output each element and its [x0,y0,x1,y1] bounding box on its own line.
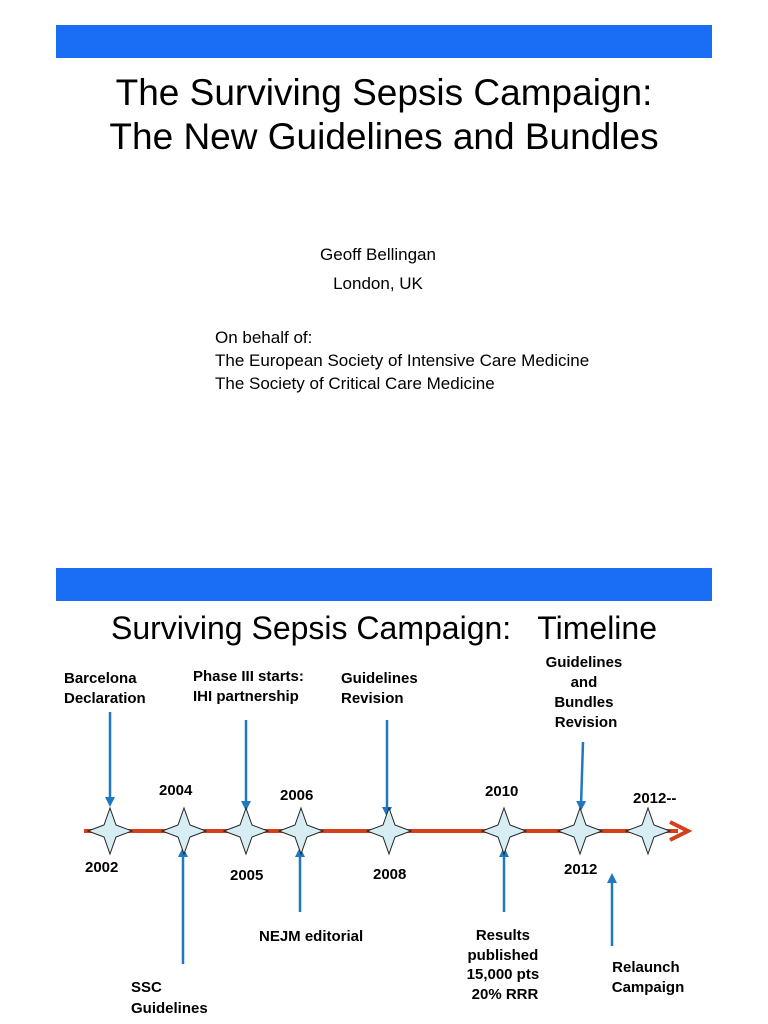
timeline-slide [0,560,768,1024]
behalf-line: The Society of Critical Care Medicine [215,374,495,393]
behalf-line: The European Society of Intensive Care Medicine [215,351,590,370]
event-label-phase3 [193,668,308,705]
event-label-line: published [467,947,539,964]
event-label-bundles-revision [546,654,627,731]
event-label-line: Declaration [64,690,146,707]
year-label: 2012-- [633,790,677,807]
slide-title: Surviving Sepsis Campaign: Timeline [110,610,657,646]
timeline-star-marker [88,808,132,854]
event-label-line: Revision [341,690,404,707]
event-label-line: Guidelines [341,670,418,687]
timeline-star-marker [367,808,411,854]
event-label-barcelona [64,670,146,707]
year-label: 2005 [230,867,264,884]
event-label-line: 15,000 pts [466,966,540,983]
year-label: 2006 [280,787,314,804]
event-label-ssc-guidelines [131,979,208,1017]
event-label-line: Phase III starts: [193,668,304,685]
event-label-line: NEJM editorial [259,928,364,945]
year-label: 2002 [85,859,119,876]
event-label-nejm [259,928,363,945]
author-location: London, UK [333,274,423,293]
event-label-line: Revision [554,714,618,731]
event-label-line: IHI partnership [193,688,299,705]
timeline-star-marker [626,808,670,854]
event-label-line: 20% RRR [471,986,539,1003]
title-line: The Surviving Sepsis Campaign: [115,72,653,113]
event-label-line: Guidelines [131,1000,208,1017]
event-label-line: Barcelona [64,670,137,687]
event-label-line: Guidelines [545,654,623,671]
behalf-line: On behalf of: [215,328,313,347]
event-label-results [467,927,544,1003]
year-label: 2010 [485,783,519,800]
timeline-star-marker [162,808,206,854]
event-label-guidelines-revision [341,670,422,707]
header-bar [56,25,712,58]
year-label: 2004 [159,782,193,799]
event-label-line: Bundles [554,694,614,711]
title-line: The New Guidelines and Bundles [109,116,659,157]
timeline-star-marker [279,808,323,854]
timeline-star-marker [224,808,268,854]
event-label-line: Relaunch [612,959,680,976]
event-label-line: Results [475,927,531,944]
event-label-relaunch [612,959,685,996]
author-name: Geoff Bellingan [320,245,436,264]
timeline-diagram [0,560,768,1024]
behalf-block [215,326,735,395]
event-arrow [581,742,583,806]
year-label: 2012 [564,861,598,878]
author-block [0,240,756,298]
event-label-line: Campaign [611,979,685,996]
timeline-star-marker [482,808,526,854]
year-label: 2008 [373,866,407,883]
event-label-line: SSC [131,979,162,996]
event-label-line: and [570,674,598,691]
timeline-star-marker [558,808,602,854]
slide-title [0,71,768,159]
